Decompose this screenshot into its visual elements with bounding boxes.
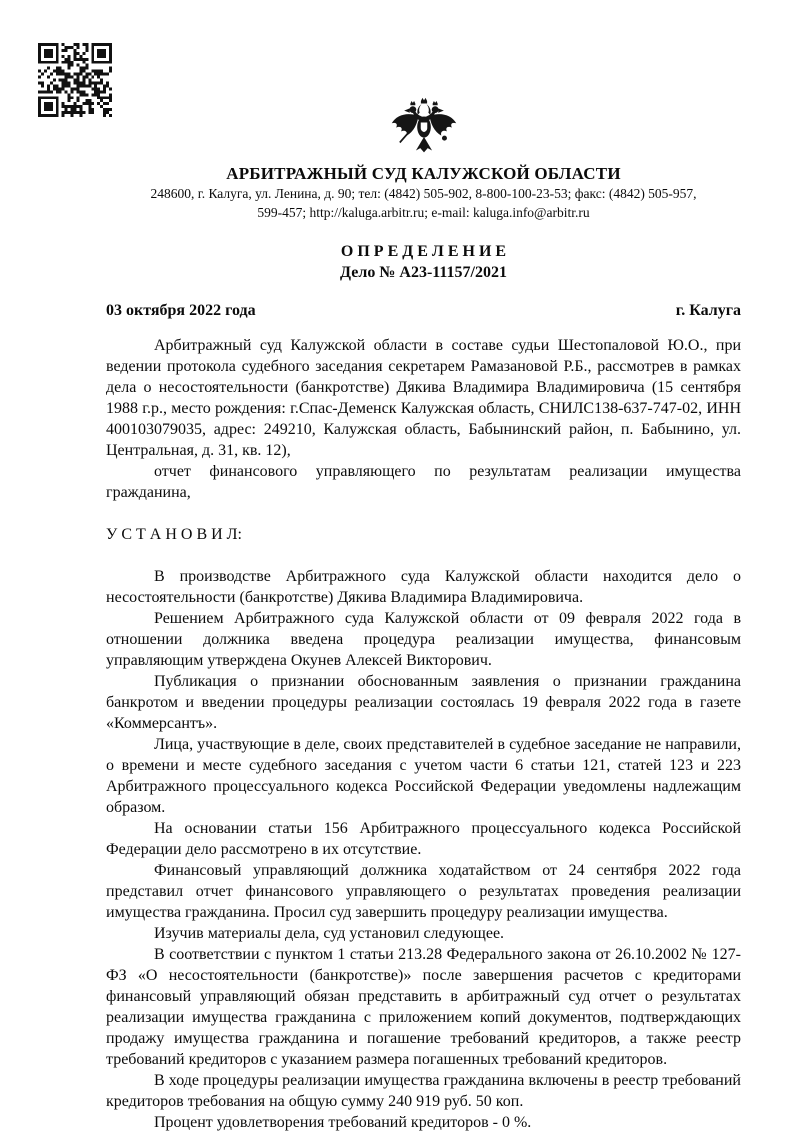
document-date: 03 октября 2022 года: [106, 302, 256, 319]
body-paragraph: Процент удовлетворения требований кредиторов - 0 %.: [154, 1114, 532, 1131]
body-paragraph: В ходе процедуры реализации имущества гражданина включены в реестр требований кредиторов требования на общую сумму 240 919 руб. 50 коп.: [106, 1072, 741, 1110]
court-address-line-2: 599-457; http://kaluga.arbitr.ru; e-mail: kaluga.info@arbitr.ru: [257, 205, 590, 220]
document-content: [106, 96, 741, 1131]
court-address-line-1: 248600, г. Калуга, ул. Ленина, д. 90; тел: (4842) 505-902, 8-800-100-23-53; факс: (4842) 505-957,: [150, 186, 697, 201]
document-city: г. Калуга: [675, 302, 741, 319]
body-paragraph: Финансовый управляющий должника ходатайством от 24 сентября 2022 года представил отчет финансового управляющего о результатах проведения реализации имущества гражданина. Просил суд завершить процедуру реализации имущества.: [106, 862, 741, 921]
intro-paragraph: Арбитражный суд Калужской области в составе судьи Шестопаловой Ю.О., при ведении протокола судебного заседания секретарем Рамазановой Р.Б., рассмотрев в рамках дела о несостоятельности (банкротстве) Дякива Владимира Владимировича (15 сентября 1988 г.р., место рождения: г.Спас-Деменск Калужская область, СНИЛС138-637-747-02, ИНН 400103079035, адрес: 249210, Калужская область, Бабынинский район, п. Бабынино, ул. Центральная, д. 31, кв. 12),: [106, 337, 741, 459]
body-paragraph: В соответствии с пунктом 1 статьи 213.28 Федерального закона от 26.10.2002 № 127-ФЗ «О несостоятельности (банкротстве)» после завершения расчетов с кредиторами финансовый управляющий обязан представить в арбитражный суд отчет о результатах реализации имущества гражданина с приложением копий документов, подтверждающих продажу имущества гражданина и погашение требований кредиторов, а также реестр требований кредиторов с указанием размера погашенных требований кредиторов.: [106, 946, 741, 1068]
russian-coat-of-arms-icon: [386, 96, 462, 158]
qr-code-icon: [38, 43, 112, 117]
body-paragraph: Решением Арбитражного суда Калужской области от 09 февраля 2022 года в отношении должника введена процедура реализации имущества, финансовым управляющим утверждена Окунев Алексей Викторович.: [106, 610, 741, 669]
case-number: Дело № А23-11157/2021: [340, 264, 507, 281]
document-body: [106, 335, 741, 1131]
resolution-heading: У С Т А Н О В И Л:: [106, 526, 242, 543]
body-paragraph: Лица, участвующие в деле, своих представителей в судебное заседание не направили, о времени и месте судебного заседания с учетом части 6 статьи 121, статей 123 и 223 Арбитражного процессуального кодекса Российской Федерации уведомлены надлежащим образом.: [106, 736, 741, 816]
body-paragraph: В производстве Арбитражного суда Калужской области находится дело о несостоятельности (банкротстве) Дякива Владимира Владимировича.: [106, 568, 741, 606]
body-paragraph: Публикация о признании обоснованным заявления о признании гражданина банкротом и введении процедуры реализации состоялась 19 февраля 2022 года в газете «Коммерсантъ».: [106, 673, 741, 732]
body-paragraph: Изучив материалы дела, суд установил следующее.: [154, 925, 505, 942]
court-name: АРБИТРАЖНЫЙ СУД КАЛУЖСКОЙ ОБЛАСТИ: [226, 164, 621, 183]
dateline: [106, 300, 741, 321]
document-type-heading: О П Р Е Д Е Л Е Н И Е: [340, 243, 507, 260]
body-paragraph: На основании статьи 156 Арбитражного процессуального кодекса Российской Федерации дело рассмотрено в их отсутствие.: [106, 820, 741, 858]
intro-paragraph: отчет финансового управляющего по результатам реализации имущества гражданина,: [106, 463, 741, 501]
